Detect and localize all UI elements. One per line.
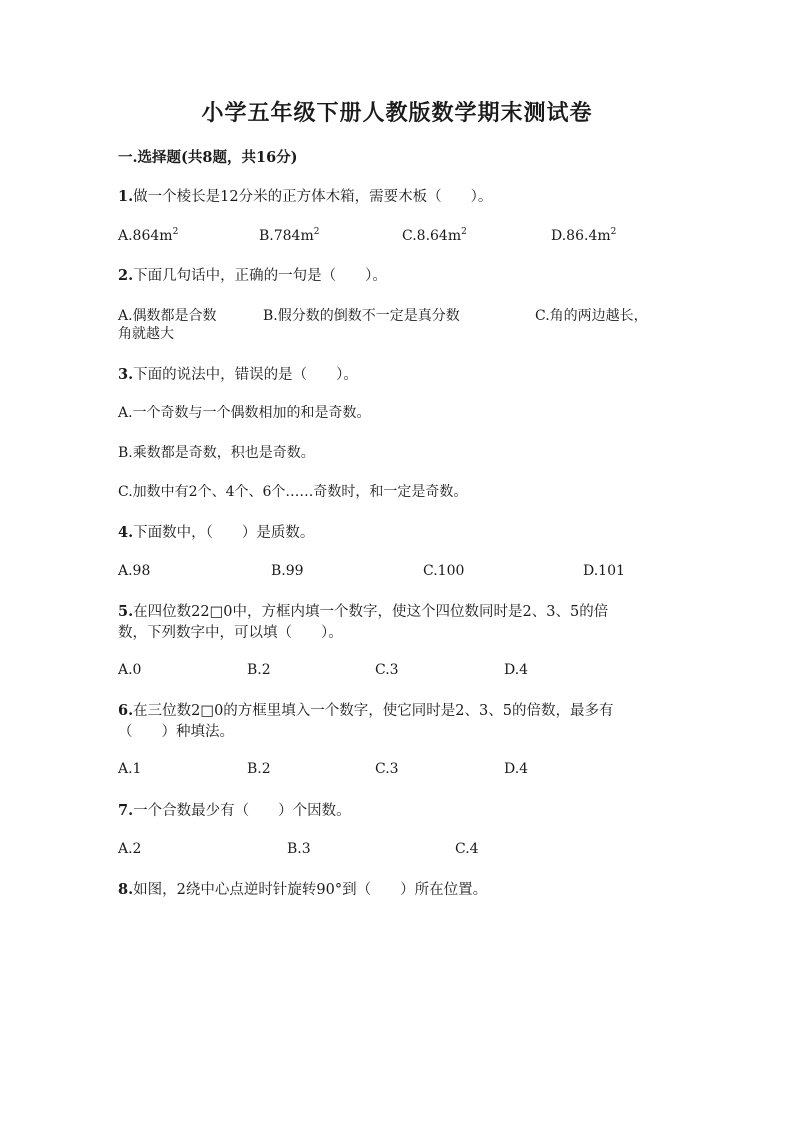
question-number: 2.	[118, 267, 134, 284]
question-number: 6.	[118, 702, 134, 719]
question-5-options	[118, 662, 678, 682]
option-c[interactable]: C.4	[455, 841, 479, 857]
question-text: 下面几句话中，正确的一句是（ ）。	[133, 268, 387, 284]
question-number: 1.	[118, 188, 134, 205]
question-number: 5.	[118, 603, 134, 620]
option-c-continued: 角就越大	[118, 326, 174, 342]
option-d[interactable]: D.4	[504, 761, 529, 777]
option-a[interactable]: A.1	[118, 761, 142, 777]
question-6-options	[118, 761, 678, 781]
question-8	[118, 879, 678, 901]
option-b[interactable]: $B.784m^2$	[259, 227, 320, 244]
question-4	[118, 522, 678, 544]
option-d[interactable]: D.4	[504, 662, 529, 678]
option-a[interactable]: $A.864m^2$	[118, 227, 179, 244]
option-a[interactable]: A.偶数都是合数	[118, 308, 217, 324]
question-text-continued: （ ）种填法。	[118, 724, 234, 740]
question-7	[118, 800, 678, 822]
question-text-continued: 数，下列数字中，可以填（ ）。	[118, 625, 343, 641]
question-text: 如图，2绕中心点逆时针旋转90°到（ ）所在位置。	[133, 882, 488, 898]
option-d[interactable]: $D.86.4m^2$	[551, 227, 617, 244]
question-5	[118, 601, 678, 644]
page-title: 小学五年级下册人教版数学期末测试卷	[201, 100, 593, 126]
option-a[interactable]: A.0	[118, 662, 142, 678]
option-b[interactable]: B.2	[247, 662, 271, 678]
option-b[interactable]: B.乘数都是奇数，积也是奇数。	[118, 445, 315, 461]
question-text: 下面数中，（ ）是质数。	[133, 525, 315, 541]
option-c[interactable]: C.3	[375, 662, 399, 678]
option-b[interactable]: B.2	[247, 761, 271, 777]
question-6	[118, 700, 678, 743]
question-number: 8.	[118, 881, 134, 898]
option-b[interactable]: B.假分数的倒数不一定是真分数	[263, 308, 460, 324]
option-b[interactable]: B.99	[271, 563, 304, 579]
question-text: 在四位数22□0中，方框内填一个数字，使这个四位数同时是2、3、5的倍	[133, 604, 609, 620]
question-1-options	[118, 228, 678, 248]
question-number: 7.	[118, 802, 134, 819]
question-text: 下面的说法中，错误的是（ ）。	[133, 367, 358, 383]
question-number: 4.	[118, 524, 134, 541]
option-b[interactable]: B.3	[287, 841, 311, 857]
question-text: 一个合数最少有（ ）个因数。	[133, 803, 351, 819]
question-number: 3.	[118, 366, 134, 383]
question-2-options	[118, 305, 678, 325]
question-4-options	[118, 563, 678, 583]
question-7-options	[118, 841, 678, 861]
option-d[interactable]: D.101	[583, 563, 625, 579]
question-text: 在三位数2□0的方框里填入一个数字，使它同时是2、3、5的倍数，最多有	[133, 703, 614, 719]
question-text: 做一个棱长是12分米的正方体木箱，需要木板（ ）。	[133, 189, 493, 205]
section-heading: 一.选择题(共8题，共16分)	[118, 149, 298, 166]
question-1	[118, 186, 678, 208]
option-c[interactable]: C.100	[423, 563, 465, 579]
option-c[interactable]: C.加数中有2个、4个、6个……奇数时，和一定是奇数。	[118, 484, 468, 500]
option-a[interactable]: A.98	[118, 563, 151, 579]
question-3	[118, 364, 678, 386]
option-a[interactable]: A.2	[118, 841, 142, 857]
question-2	[118, 265, 678, 287]
option-a[interactable]: A.一个奇数与一个偶数相加的和是奇数。	[118, 405, 371, 421]
option-c[interactable]: C.3	[375, 761, 399, 777]
option-c[interactable]: C.角的两边越长，	[535, 308, 648, 324]
option-c[interactable]: $C.8.64m^2$	[402, 227, 467, 244]
